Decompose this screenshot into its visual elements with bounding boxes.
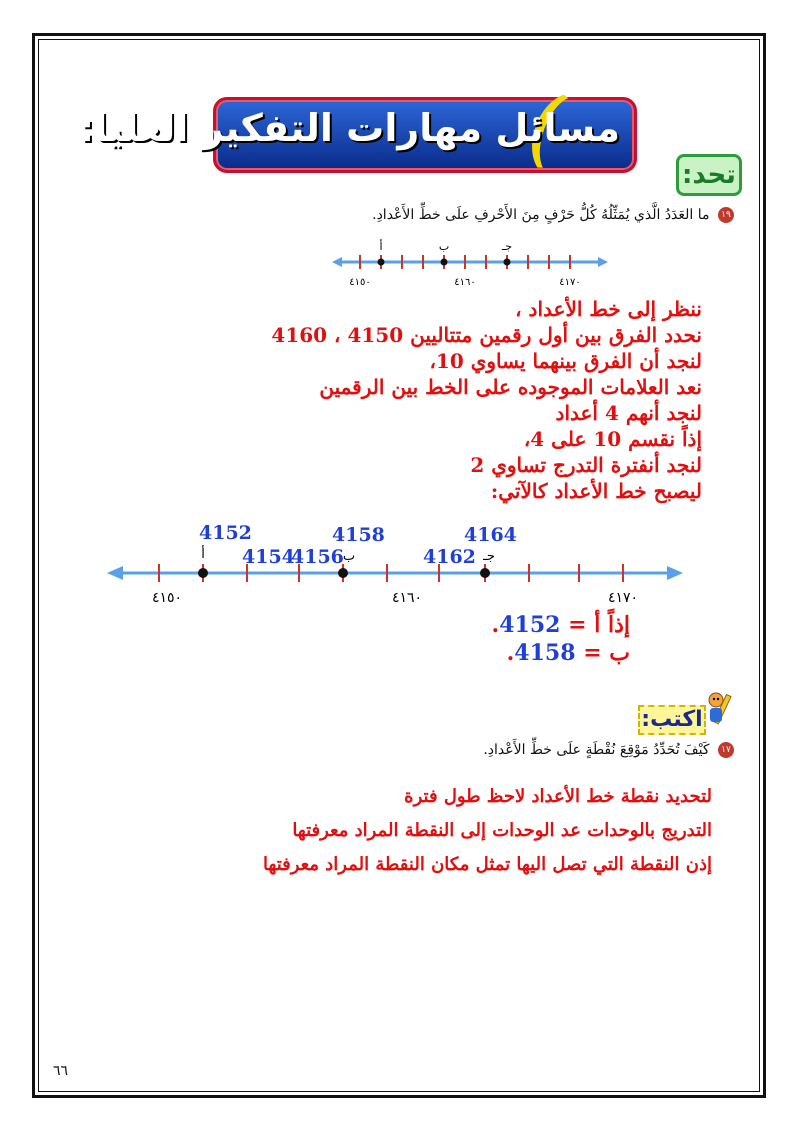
big-label-4164: 4164 (464, 524, 517, 546)
question-17-text: كَيْفَ تُحَدِّدُ مَوْقِعَ نُقْطَةٍ علَى خطِّ الأَعْدادِ. (483, 742, 710, 758)
banner-title: مسائل مهارات التفكير العليا: (79, 106, 620, 150)
small-letter-c: جـ (501, 240, 513, 253)
small-letter-b: ب (438, 240, 450, 253)
solution-line-5: لنجد أنهم 4 أعداد (555, 401, 702, 425)
big-label-4158: 4158 (332, 524, 385, 546)
solution-line-1: ننظر إلى خط الأعداد ، (515, 297, 702, 321)
question-17-number-badge: ١٧ (718, 742, 734, 758)
answer-b-value: 4158 (514, 640, 576, 666)
solution-line-7: لنجد أنفترة التدرج تساوي 2 (470, 453, 702, 477)
small-line-arrow-right (598, 257, 608, 267)
big-line-arrow-left (107, 566, 123, 580)
small-point-b (441, 259, 448, 266)
solution-line-8: ليصبح خط الأعداد كالآتي: (490, 479, 702, 503)
page-number: ٦٦ (53, 1063, 69, 1079)
challenge-label: تحد: (676, 154, 742, 196)
big-number-line (105, 540, 685, 608)
big-point-c (480, 568, 490, 578)
big-point-b (338, 568, 348, 578)
answer-a-value: 4152 (499, 612, 561, 638)
solution-line-2: نحدد الفرق بين أول رقمين متتاليين 4150 ، 4160 (271, 323, 702, 347)
big-line-arrow-right (667, 566, 683, 580)
question-19 (372, 207, 734, 223)
big-label-4152: 4152 (199, 522, 252, 544)
pencil-icon (704, 690, 734, 730)
answer-a (492, 612, 630, 638)
small-point-c (504, 259, 511, 266)
big-letter-a: أ (201, 547, 205, 562)
question-17 (483, 742, 734, 758)
title-banner (79, 97, 637, 173)
write-label: اكتب: (638, 705, 706, 735)
small-number-line (330, 238, 610, 290)
small-line-arrow-left (332, 257, 342, 267)
small-tick-label-4150: ٤١٥٠ (349, 277, 371, 288)
solution-line-3: لنجد أن الفرق بينهما يساوي 10، (429, 349, 702, 373)
write-answer-line-1: لتحديد نقطة خط الأعداد لاحظ طول فترة (404, 786, 712, 807)
big-label-4162: 4162 (423, 546, 476, 568)
big-letter-c: جـ (483, 549, 495, 564)
big-label-4156: 4156 (291, 546, 344, 568)
write-answer-line-2: التدريج بالوحدات عد الوحدات إلى النقطة المراد معرفتها (292, 820, 712, 841)
write-answer-line-3: إذن النقطة التي تصل اليها تمثل مكان النقطة المراد معرفتها (262, 854, 712, 875)
small-tick-label-4170: ٤١٧٠ (559, 277, 581, 288)
solution-line-6: إذاً نقسم 10 على 4، (523, 427, 702, 451)
big-tick-label-4150: ٤١٥٠ (151, 590, 183, 606)
question-number-badge: ١٩ (718, 207, 734, 223)
big-tick-label-4170: ٤١٧٠ (607, 590, 639, 606)
answer-b-prefix: ب = (575, 640, 630, 666)
answer-a-suffix: . (491, 612, 500, 638)
big-tick-label-4160: ٤١٦٠ (391, 590, 423, 606)
big-letter-b: ب (342, 549, 356, 564)
question-19-text: ما العَدَدُ الَّذي يُمَثِّلُهُ كُلُّ حَرْفٍ مِنَ الأَحْرفِ علَى خطِّ الأَعْدادِ. (372, 207, 710, 223)
big-point-a (198, 568, 208, 578)
small-tick-label-4160: ٤١٦٠ (454, 277, 476, 288)
answer-b (507, 640, 630, 666)
solution-line-4: نعد العلامات الموجوده على الخط بين الرقمين (319, 375, 702, 399)
big-label-4154: 4154 (242, 546, 295, 568)
small-point-a (378, 259, 385, 266)
small-letter-a: أ (379, 240, 383, 253)
answer-a-prefix: إذاً أ = (560, 612, 630, 638)
answer-b-suffix: . (506, 640, 515, 666)
